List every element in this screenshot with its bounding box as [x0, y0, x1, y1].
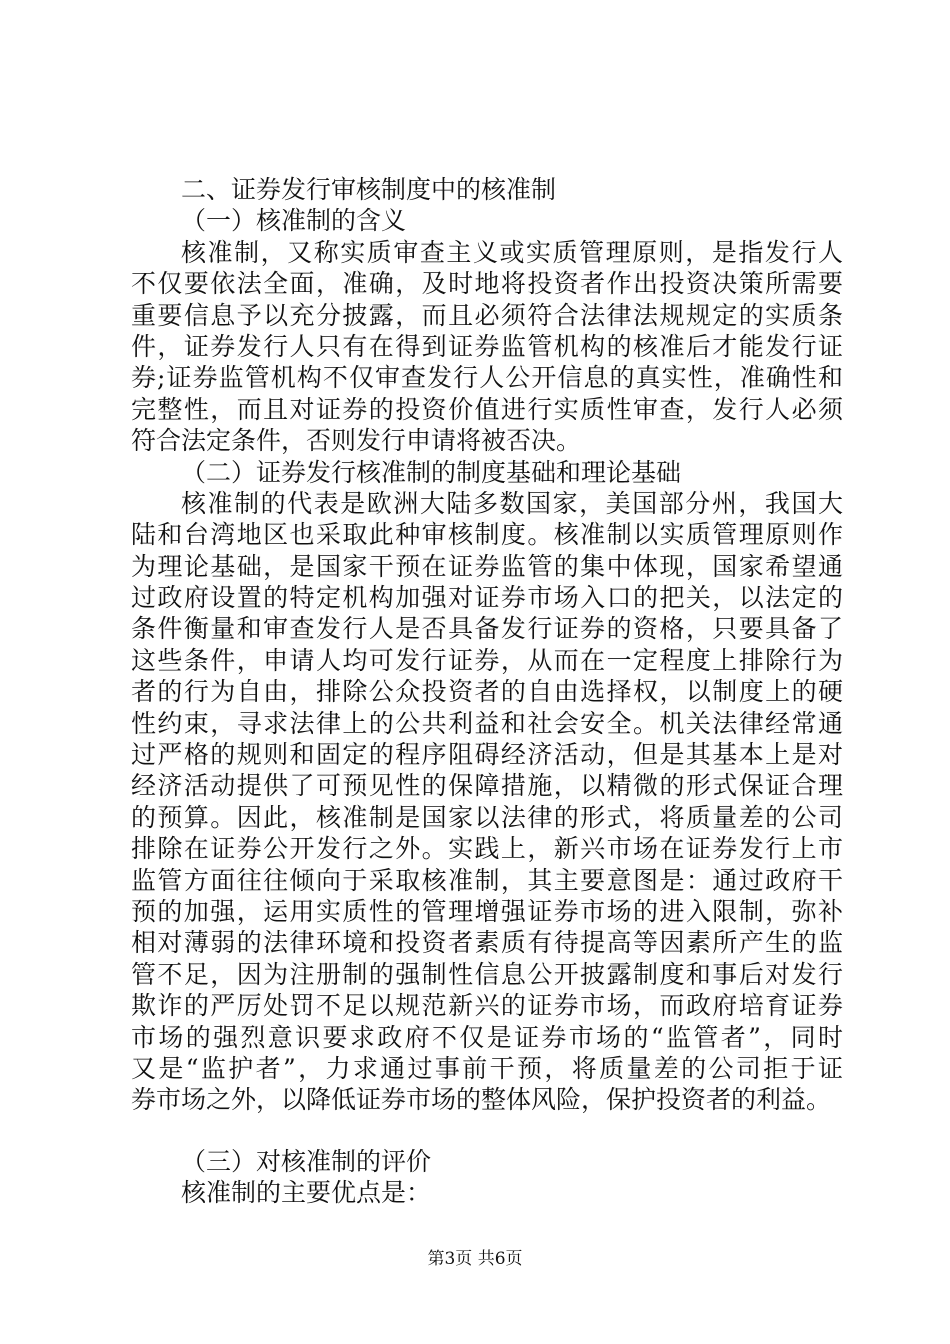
paragraph-line: 性约束，寻求法律上的公共利益和社会安全。机关法律经常通 — [131, 708, 843, 738]
paragraph-line: 陆和台湾地区也采取此种审核制度。核准制以实质管理原则作 — [131, 520, 843, 550]
paragraph-line: 经济活动提供了可预见性的保障措施，以精微的形式保证合理 — [131, 771, 843, 801]
paragraph-line: 监管方面往往倾向于采取核准制，其主要意图是：通过政府干 — [131, 865, 843, 895]
paragraph-line: 相对薄弱的法律环境和投资者素质有待提高等因素所产生的监 — [131, 928, 843, 958]
paragraph-evaluation — [131, 1177, 843, 1208]
subsection-heading-meaning: （一）核准制的含义 — [181, 206, 407, 236]
paragraph-line: 管不足，因为注册制的强制性信息公开披露制度和事后对发行 — [131, 959, 843, 989]
paragraph-line: 核准制的代表是欧洲大陆多数国家，美国部分州，我国大 — [181, 488, 843, 518]
paragraph-line: 的预算。因此，核准制是国家以法律的形式，将质量差的公司 — [131, 802, 843, 832]
section-heading: 二、证券发行审核制度中的核准制 — [181, 175, 557, 204]
paragraph-line: 欺诈的严厉处罚不足以规范新兴的证券市场，而政府培育证券 — [131, 991, 843, 1021]
paragraph-spacer — [131, 1116, 843, 1146]
paragraph-meaning — [131, 237, 843, 457]
paragraph-line: 件，证券发行人只有在得到证券监管机构的核准后才能发行证 — [131, 331, 843, 361]
paragraph-line: 券市场之外，以降低证券市场的整体风险，保护投资者的利益。 — [131, 1085, 832, 1115]
paragraph-line: 核准制的主要优点是： — [181, 1178, 432, 1208]
paragraph-basis — [131, 488, 843, 1116]
document-body — [131, 174, 843, 1209]
paragraph-line: 过严格的规则和固定的程序阻碍经济活动，但是其基本上是对 — [131, 740, 843, 770]
paragraph-line: 者的行为自由，排除公众投资者的自由选择权，以制度上的硬 — [131, 677, 843, 707]
paragraph-line: 这些条件，申请人均可发行证券，从而在一定程度上排除行为 — [131, 645, 843, 675]
paragraph-line: 不仅要依法全面，准确，及时地将投资者作出投资决策所需要 — [131, 269, 843, 299]
paragraph-line: 排除在证券公开发行之外。实践上，新兴市场在证券发行上市 — [131, 834, 843, 864]
paragraph-line: 为理论基础，是国家干预在证券监管的集中体现，国家希望通 — [131, 551, 843, 581]
subsection-heading-evaluation: （三）对核准制的评价 — [181, 1146, 432, 1176]
paragraph-line: 核准制，又称实质审查主义或实质管理原则，是指发行人 — [181, 237, 843, 267]
paragraph-line: 市场的强烈意识要求政府不仅是证券市场的“监管者”，同时 — [131, 1022, 843, 1052]
subsection-heading-basis: （二）证券发行核准制的制度基础和理论基础 — [181, 457, 682, 487]
page-number: 第3页 共6页 — [427, 1249, 523, 1269]
paragraph-line: 券;证券监管机构不仅审查发行人公开信息的真实性，准确性和 — [131, 363, 843, 393]
paragraph-line: 又是“监护者”，力求通过事前干预，将质量差的公司拒于证 — [131, 1053, 843, 1083]
paragraph-line: 预的加强，运用实质性的管理增强证券市场的进入限制，弥补 — [131, 896, 843, 926]
paragraph-line: 过政府设置的特定机构加强对证券市场入口的把关，以法定的 — [131, 583, 843, 613]
paragraph-line: 完整性，而且对证券的投资价值进行实质性审查，发行人必须 — [131, 394, 843, 424]
paragraph-line: 符合法定条件，否则发行申请将被否决。 — [131, 426, 582, 456]
paragraph-line: 重要信息予以充分披露，而且必须符合法律法规规定的实质条 — [131, 300, 843, 330]
paragraph-line: 条件衡量和审查发行人是否具备发行证券的资格，只要具备了 — [131, 614, 843, 644]
